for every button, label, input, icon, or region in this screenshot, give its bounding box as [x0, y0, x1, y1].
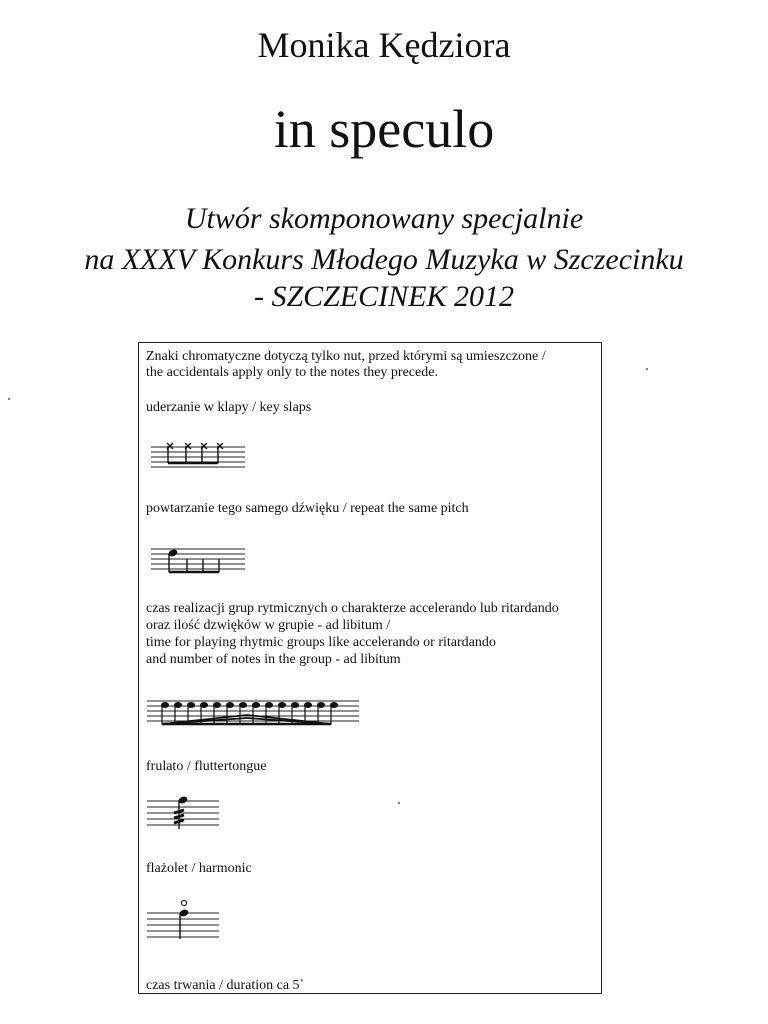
subtitle-line-3: - SZCZECINEK 2012 [253, 280, 515, 313]
key-slaps-label: uderzanie w klapy / key slaps [146, 400, 312, 415]
tempo-groups-line-3: time for playing rhytmic groups like accelerando or ritardando [146, 635, 496, 650]
scan-speck [398, 802, 400, 804]
notation-legend [138, 342, 602, 994]
subtitle-line-1: Utwór skomponowany specjalnie [184, 202, 584, 235]
harmonic-circle-icon [181, 900, 186, 905]
key-slaps-notation-example [151, 435, 251, 471]
repeat-pitch-notation-example [151, 539, 251, 579]
accidentals-note-pl: Znaki chromatyczne dotyczą tylko nut, przed którymi są umieszczone / [146, 349, 546, 364]
scan-speck [8, 398, 10, 400]
duration-label: czas trwania / duration ca 5` [146, 978, 305, 993]
tempo-groups-line-1: czas realizacji grup rytmicznych o charakterze accelerando lub ritardando [146, 601, 559, 616]
subtitle-line-2: na XXXV Konkurs Młodego Muzyka w Szczecinku [84, 243, 684, 276]
key-slap-notes [167, 443, 223, 463]
repeat-pitch-label: powtarzanie tego samego dźwięku / repeat the same pitch [146, 501, 469, 516]
tremolo-slashes [174, 810, 184, 823]
tempo-groups-line-4: and number of notes in the group - ad libitum [146, 652, 401, 667]
piece-title: in speculo [273, 99, 495, 159]
composer-name: Monika Kędziora [257, 25, 511, 65]
harmonic-label: flażolet / harmonic [146, 861, 252, 876]
tempo-groups-line-2: oraz ilość dzwięków w grupie - ad libitum / [146, 618, 391, 633]
accel-rit-notation-example [147, 691, 362, 731]
frulato-notation-example [147, 789, 227, 837]
harmonic-notation-example [147, 897, 227, 945]
accidentals-note-en: the accidentals apply only to the notes they precede. [146, 365, 438, 380]
scan-speck [646, 368, 648, 370]
frulato-label: frulato / fluttertongue [146, 759, 267, 774]
